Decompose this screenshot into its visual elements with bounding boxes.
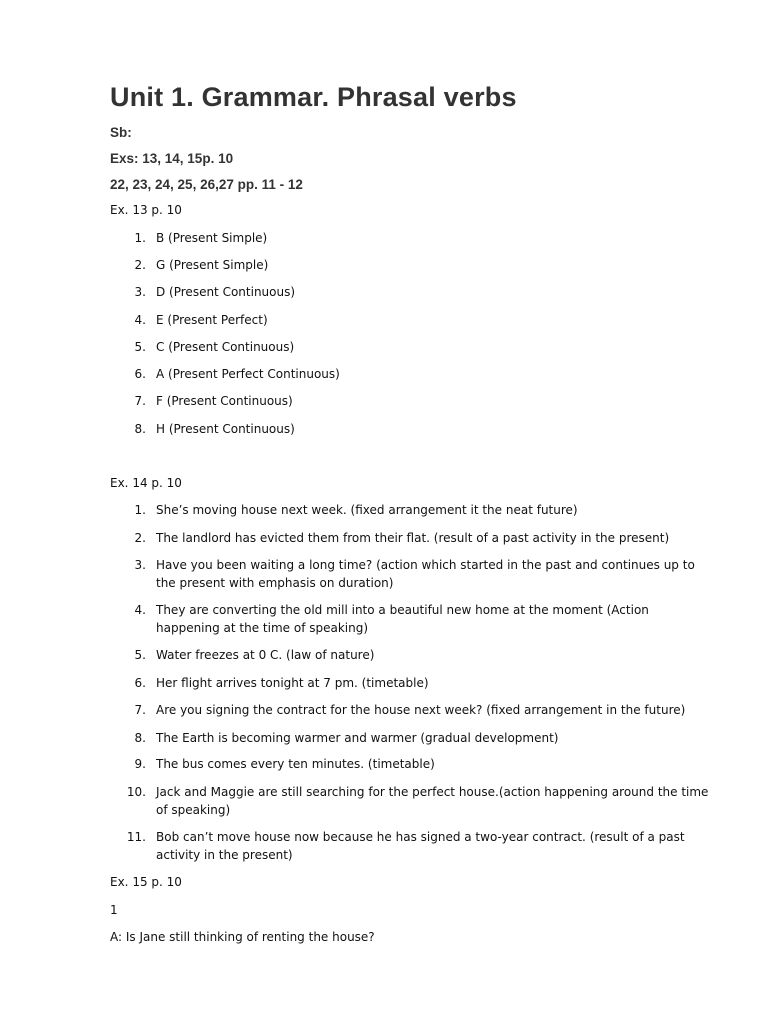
- list-number: 3.: [134, 285, 146, 299]
- ex14-item-1: [110, 501, 710, 519]
- list-number: 11.: [126, 830, 146, 844]
- ex14-item-4: [110, 601, 710, 637]
- ex13-item-5: [110, 338, 710, 356]
- list-text: Bob can’t move house now because he has signed a two-year contract. (result of a past activity in the present): [156, 830, 685, 862]
- list-number: 7.: [134, 703, 146, 717]
- ex13-item-4: [110, 311, 710, 329]
- list-text: Are you signing the contract for the house next week? (fixed arrangement in the future): [156, 703, 686, 717]
- list-number: 7.: [134, 394, 146, 408]
- list-number: 5.: [134, 340, 146, 354]
- list-text: The landlord has evicted them from their flat. (result of a past activity in the present): [156, 531, 670, 545]
- ex14-item-9: [110, 755, 710, 773]
- list-text: G (Present Simple): [156, 258, 269, 272]
- list-number: 1.: [134, 503, 146, 517]
- list-text: Water freezes at 0 C. (law of nature): [156, 648, 375, 662]
- list-number: 2.: [134, 258, 146, 272]
- ex14-heading: Ex. 14 p. 10: [110, 476, 182, 490]
- ex13-item-3: [110, 283, 710, 301]
- list-number: 6.: [134, 676, 146, 690]
- list-number: 8.: [134, 731, 146, 745]
- list-number: 9.: [134, 757, 146, 771]
- list-text: C (Present Continuous): [156, 340, 295, 354]
- list-number: 1.: [134, 231, 146, 245]
- list-text: A (Present Perfect Continuous): [156, 367, 340, 381]
- list-text: D (Present Continuous): [156, 285, 296, 299]
- list-text: Her flight arrives tonight at 7 pm. (timetable): [156, 676, 429, 690]
- list-text: The bus comes every ten minutes. (timetable): [156, 757, 435, 771]
- list-text: H (Present Continuous): [156, 422, 295, 436]
- ex15-heading: Ex. 15 p. 10: [110, 875, 182, 889]
- pages-line: 22, 23, 24, 25, 26,27 pp. 11 - 12: [110, 177, 303, 192]
- list-text: They are converting the old mill into a beautiful new home at the moment (Action happening at the time of speaking): [156, 603, 649, 635]
- list-number: 4.: [134, 603, 146, 617]
- ex14-item-3: [110, 556, 710, 592]
- list-number: 10.: [126, 785, 146, 799]
- ex15-number: 1: [110, 903, 118, 917]
- ex14-item-5: [110, 646, 710, 664]
- list-text: Have you been waiting a long time? (action which started in the past and continues up to the present with emphasis on duration): [156, 558, 695, 590]
- ex13-item-2: [110, 256, 710, 274]
- page-title: Unit 1. Grammar. Phrasal verbs: [110, 82, 517, 112]
- list-number: 2.: [134, 531, 146, 545]
- ex14-item-2: [110, 529, 710, 547]
- ex13-item-8: [110, 420, 710, 438]
- list-number: 8.: [134, 422, 146, 436]
- list-number: 6.: [134, 367, 146, 381]
- ex14-item-10: [110, 783, 710, 819]
- list-text: E (Present Perfect): [156, 313, 268, 327]
- list-text: She’s moving house next week. (fixed arrangement it the neat future): [156, 503, 578, 517]
- sb-label: Sb:: [110, 125, 132, 140]
- ex14-item-8: [110, 729, 710, 747]
- list-number: 3.: [134, 558, 146, 572]
- ex13-heading: Ex. 13 p. 10: [110, 203, 182, 217]
- list-number: 4.: [134, 313, 146, 327]
- ex15-dialogue-line: A: Is Jane still thinking of renting the house?: [110, 930, 375, 944]
- list-number: 5.: [134, 648, 146, 662]
- ex14-item-11: [110, 828, 710, 864]
- exercises-line: Exs: 13, 14, 15p. 10: [110, 151, 234, 166]
- list-text: B (Present Simple): [156, 231, 268, 245]
- list-text: Jack and Maggie are still searching for the perfect house.(action happening around the time of speaking): [156, 785, 709, 817]
- ex13-item-6: [110, 365, 710, 383]
- list-text: F (Present Continuous): [156, 394, 293, 408]
- ex13-item-7: [110, 392, 710, 410]
- ex13-item-1: [110, 229, 710, 247]
- list-text: The Earth is becoming warmer and warmer (gradual development): [156, 731, 559, 745]
- ex14-item-7: [110, 701, 710, 719]
- ex14-item-6: [110, 674, 710, 692]
